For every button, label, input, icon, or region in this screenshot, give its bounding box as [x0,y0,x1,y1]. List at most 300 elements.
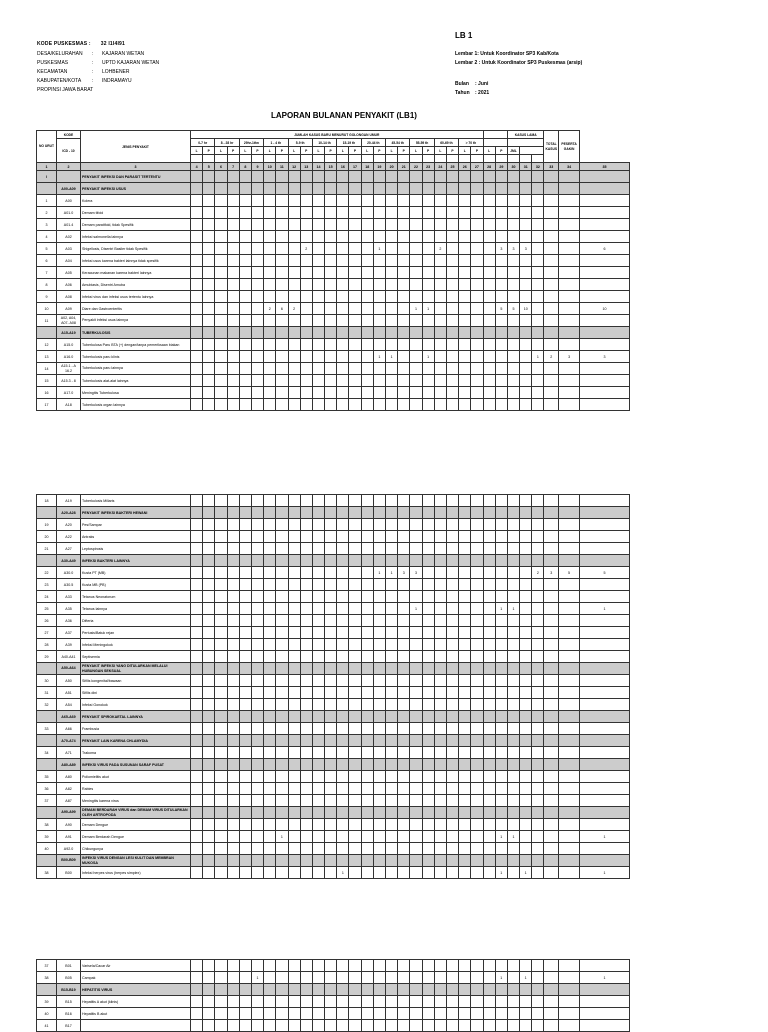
table-cell [264,747,276,759]
table-cell [227,996,239,1008]
table-cell [276,855,288,867]
table-cell [434,339,446,351]
table-cell [410,759,422,771]
row-number: 35 [37,771,57,783]
table-cell [300,855,312,867]
table-cell [422,555,434,567]
table-cell [239,327,251,339]
table-cell [495,267,507,279]
table-cell [559,603,580,615]
table-cell [495,819,507,831]
table-cell [251,363,263,375]
table-cell [373,735,385,747]
table-cell [325,531,337,543]
table-cell [312,171,324,183]
table-cell [191,267,203,279]
table-cell: 5 [507,303,519,315]
table-cell [276,267,288,279]
table-cell [471,351,483,363]
row-number: 10 [37,303,57,315]
header-no-urut: NO URUT [37,131,57,163]
table-cell [483,579,495,591]
header-p: P [251,147,263,155]
disease-name: Infeksi Meningokok [81,639,191,651]
table-cell [544,543,559,555]
table-cell [520,531,532,543]
table-cell [251,627,263,639]
table-cell [361,615,373,627]
table-cell [191,687,203,699]
column-number: 8 [239,163,251,171]
table-cell [434,267,446,279]
icd-code: A65-A69 [57,711,81,723]
column-number: 14 [312,163,324,171]
table-cell [373,171,385,183]
table-cell [532,243,544,255]
table-cell [507,615,519,627]
table-cell [386,699,398,711]
disease-row [37,603,630,615]
table-cell [446,255,458,267]
icd-code: B15-B19 [57,984,81,996]
disease-name: PENYAKIT INFEKSI BAKTERI HEWANI [81,507,191,519]
table-cell [264,155,276,163]
table-cell [288,759,300,771]
disease-name: Frambusia [81,723,191,735]
table-cell [580,519,630,531]
icd-code: A90 [57,819,81,831]
table-cell [495,507,507,519]
table-cell [422,960,434,972]
table-cell [520,207,532,219]
table-cell [215,351,227,363]
table-cell [312,339,324,351]
table-cell [580,711,630,723]
icd-code: A01.4 [57,219,81,231]
table-cell [288,291,300,303]
table-cell [422,399,434,411]
table-cell [434,819,446,831]
table-cell [483,1020,495,1032]
row-number: 29 [37,651,57,663]
table-cell [312,207,324,219]
table-cell [361,627,373,639]
table-cell [312,183,324,195]
table-cell [300,663,312,675]
table-cell [459,603,471,615]
table-cell [422,387,434,399]
table-cell [361,759,373,771]
table-cell [459,155,471,163]
table-cell [239,972,251,984]
disease-name: Diare dan Gastroenteritis [81,303,191,315]
row-number: 4 [37,231,57,243]
table-cell [191,555,203,567]
table-cell [337,807,349,819]
table-cell [544,363,559,375]
table-cell [337,183,349,195]
table-cell [410,783,422,795]
table-cell [559,531,580,543]
table-cell [300,195,312,207]
table-cell [410,615,422,627]
table-cell [227,495,239,507]
table-cell [544,519,559,531]
table-cell [215,543,227,555]
table-cell [544,267,559,279]
info-row: PROPINSI JAWA BARAT [37,87,94,93]
column-number: 22 [410,163,422,171]
table-cell [520,984,532,996]
table-cell [483,231,495,243]
table-cell [434,639,446,651]
table-cell [373,831,385,843]
table-cell [361,771,373,783]
table-cell [507,867,519,879]
table-cell [422,711,434,723]
table-cell [288,495,300,507]
row-number: 39 [37,831,57,843]
table-cell [471,279,483,291]
table-cell [288,639,300,651]
table-cell [349,984,361,996]
table-cell [276,867,288,879]
table-cell [507,387,519,399]
table-cell [227,399,239,411]
table-cell [559,243,580,255]
table-cell [276,375,288,387]
table-cell [300,399,312,411]
table-cell [227,651,239,663]
table-cell [410,291,422,303]
table-cell [325,351,337,363]
table-cell [580,543,630,555]
table-cell [251,255,263,267]
disease-name: Tuberkulosis alat-alat lainnya [81,375,191,387]
table-cell [349,795,361,807]
table-cell [227,591,239,603]
table-cell [422,591,434,603]
table-cell [532,315,544,327]
table-cell [239,495,251,507]
table-cell [471,771,483,783]
table-cell [276,723,288,735]
table-cell [191,807,203,819]
table-cell [251,399,263,411]
table-cell [544,375,559,387]
table-cell [276,387,288,399]
disease-row [37,831,630,843]
table-cell [410,219,422,231]
table-cell [507,231,519,243]
table-cell [191,855,203,867]
table-cell [215,303,227,315]
table-cell [203,960,215,972]
row-number: 30 [37,675,57,687]
table-cell [532,747,544,759]
table-cell [191,960,203,972]
table-cell [483,651,495,663]
table-cell [559,663,580,675]
table-cell [459,255,471,267]
icd-code: A91 [57,831,81,843]
table-cell [580,996,630,1008]
table-cell [483,807,495,819]
table-cell [215,171,227,183]
disease-name: Sifilis dini [81,687,191,699]
table-cell: 1 [520,972,532,984]
table-cell [410,639,422,651]
table-cell [410,699,422,711]
table-cell [215,627,227,639]
table-cell [559,291,580,303]
table-cell [559,207,580,219]
table-cell [191,675,203,687]
table-cell [459,639,471,651]
table-cell [471,675,483,687]
table-cell [264,579,276,591]
table-cell [203,291,215,303]
table-cell [349,627,361,639]
table-cell [446,579,458,591]
table-cell [239,279,251,291]
disease-name: Septisemia [81,651,191,663]
table-cell [264,387,276,399]
table-cell [446,831,458,843]
table-cell [337,735,349,747]
table-cell [459,615,471,627]
table-cell [422,171,434,183]
table-cell [337,579,349,591]
table-cell [559,747,580,759]
table-cell [471,171,483,183]
table-cell [507,555,519,567]
table-cell [434,327,446,339]
table-cell [227,759,239,771]
header-row [37,131,630,139]
table-cell [337,171,349,183]
table-cell [422,831,434,843]
disease-row [37,375,630,387]
table-cell [446,960,458,972]
table-cell [251,960,263,972]
table-cell [446,747,458,759]
table-cell [398,807,410,819]
row-number: 40 [37,1008,57,1020]
table-cell [288,315,300,327]
table-cell [312,555,324,567]
table-cell [386,399,398,411]
table-cell [239,315,251,327]
table-cell [300,771,312,783]
table-cell [300,603,312,615]
table-cell [325,171,337,183]
table-cell [191,531,203,543]
table-cell [264,867,276,879]
table-cell [410,579,422,591]
table-cell [471,315,483,327]
table-cell [398,603,410,615]
table-cell [373,579,385,591]
table-cell [203,363,215,375]
table-cell [337,795,349,807]
table-cell [227,675,239,687]
table-cell [288,819,300,831]
table-cell [373,867,385,879]
table-cell [459,219,471,231]
table-cell [532,651,544,663]
table-cell: 5 [580,567,630,579]
table-cell [410,867,422,879]
table-cell [312,771,324,783]
icd-code: A20 [57,519,81,531]
table-cell [410,399,422,411]
table-cell [483,387,495,399]
table-cell [288,267,300,279]
table-cell [349,399,361,411]
row-number: 3 [37,219,57,231]
table-cell [251,996,263,1008]
table-cell [239,783,251,795]
table-cell [559,507,580,519]
table-cell [559,303,580,315]
table-cell [495,375,507,387]
table-cell [361,375,373,387]
column-number: 33 [544,163,559,171]
table-cell [300,291,312,303]
table-cell [215,279,227,291]
table-cell [459,231,471,243]
table-cell [191,615,203,627]
disease-name: Infeksi herpes virus (herpes simplex) [81,867,191,879]
table-cell [495,351,507,363]
table-cell [446,315,458,327]
table-cell [349,243,361,255]
table-cell [349,375,361,387]
icd-code: A33 [57,591,81,603]
table-cell [312,507,324,519]
table-cell [337,387,349,399]
table-cell [264,339,276,351]
table-cell [398,543,410,555]
table-cell [398,291,410,303]
table-cell [459,339,471,351]
table-cell [215,771,227,783]
table-cell [312,831,324,843]
table-cell [215,507,227,519]
table-cell [337,219,349,231]
table-cell [203,555,215,567]
table-cell [446,171,458,183]
disease-row [37,795,630,807]
table-cell [276,807,288,819]
table-cell [483,543,495,555]
table-cell [483,591,495,603]
icd-code: A71 [57,747,81,759]
table-cell [520,639,532,651]
table-cell [410,843,422,855]
table-cell [361,183,373,195]
disease-name: Penyakit infeksi usus lainnya [81,315,191,327]
table-cell [559,651,580,663]
table-cell [239,207,251,219]
table-cell [264,267,276,279]
table-cell [312,984,324,996]
table-cell [312,219,324,231]
table-cell [434,735,446,747]
header-p: P [373,147,385,155]
icd-code: A03 [57,243,81,255]
table-cell [580,771,630,783]
table-cell [559,675,580,687]
table-cell [251,771,263,783]
table-cell [559,219,580,231]
table-cell [288,735,300,747]
table-cell [264,495,276,507]
table-cell [373,771,385,783]
disease-name: Tuberkulosis organ lainnya [81,399,191,411]
table-cell [520,267,532,279]
table-cell [215,399,227,411]
table-cell [227,567,239,579]
column-number: 26 [459,163,471,171]
table-cell [300,759,312,771]
table-cell [434,279,446,291]
header-age-group: 10-14 th [312,139,336,147]
table-cell [507,795,519,807]
column-number: 13 [300,163,312,171]
table-cell [483,555,495,567]
lembar-1: Lembar 1: Untuk Koordinator SP3 Kab/Kota [455,51,559,57]
row-number: 15 [37,375,57,387]
table-cell [191,231,203,243]
disease-row [37,771,630,783]
table-cell [532,771,544,783]
table-cell [227,855,239,867]
table-cell [580,651,630,663]
table-cell [276,219,288,231]
header-age-group: > 70 th [459,139,483,147]
table-cell [349,771,361,783]
table-cell [325,183,337,195]
table-cell: 2 [264,303,276,315]
table-cell [434,711,446,723]
table-cell [191,1008,203,1020]
table-cell [459,807,471,819]
table-cell: 3 [520,243,532,255]
table-cell [300,231,312,243]
header-age-group: 5-9 th [288,139,312,147]
table-cell [446,759,458,771]
table-cell [264,615,276,627]
table-cell [507,531,519,543]
table-cell [251,795,263,807]
table-cell [251,267,263,279]
table-cell [422,339,434,351]
table-cell [544,819,559,831]
table-cell [580,687,630,699]
row-number: 32 [37,699,57,711]
table-cell [507,171,519,183]
table-cell [459,243,471,255]
table-cell [532,711,544,723]
table-cell [361,795,373,807]
table-cell: 10 [580,303,630,315]
table-cell [349,759,361,771]
table-cell [203,519,215,531]
header-p: P [398,147,410,155]
table-cell [349,507,361,519]
